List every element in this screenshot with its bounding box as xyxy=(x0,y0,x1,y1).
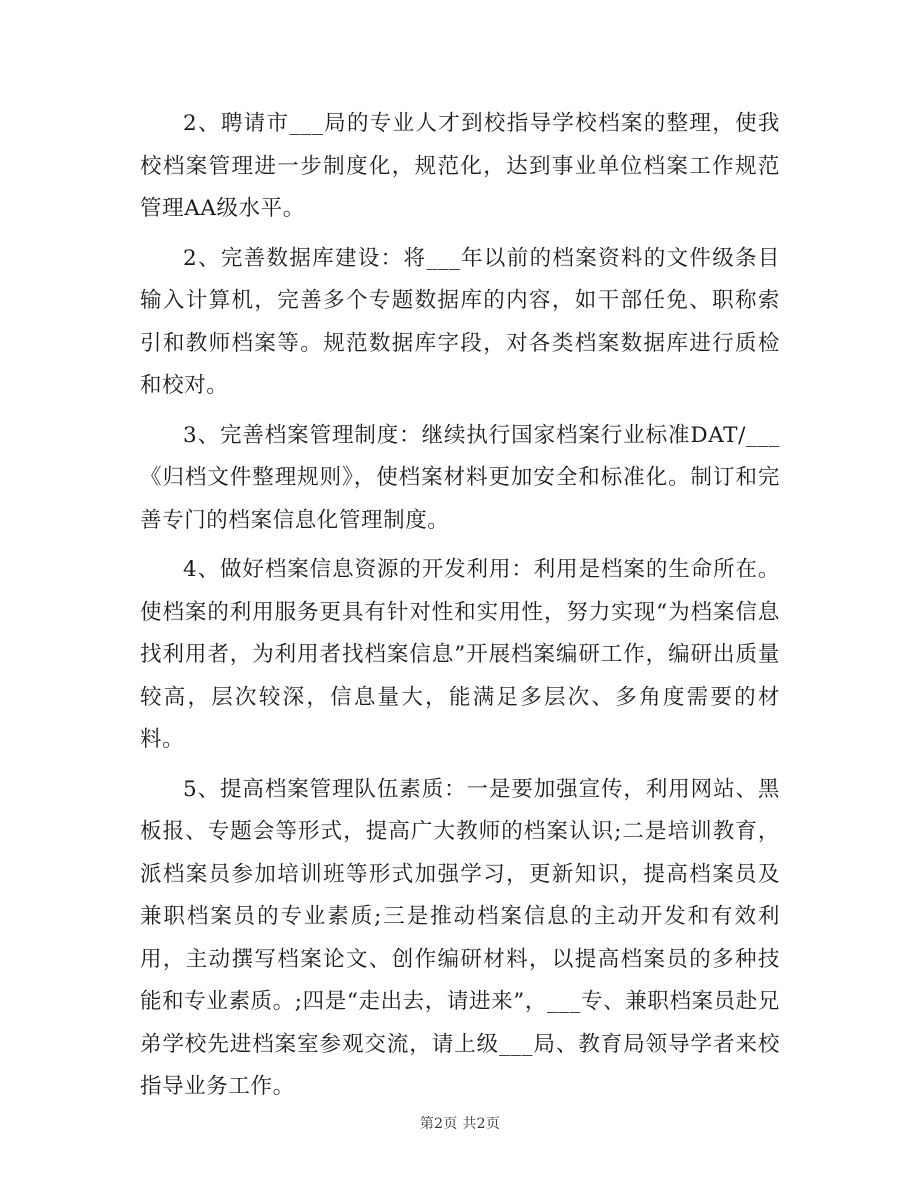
document-body xyxy=(140,103,780,1116)
page-number-footer: 第2页 共2页 xyxy=(419,1116,501,1132)
paragraph-item-5: 5、提高档案管理队伍素质：一是要加强宣传，利用网站、黑板报、专题会等形式，提高广大教师的档案认识;二是培训教育，派档案员参加培训班等形式加强学习，更新知识，提高档案员及兼职档案员的专业素质;三是推动档案信息的主动开发和有效利用，主动撰写档案论文、创作编研材料，以提高档案员的多种技能和专业素质。;四是“走出去，请进来”，___专、兼职档案员赴兄弟学校先进档案室参观交流，请上级___局、教育局领导学者来校指导业务工作。 xyxy=(140,776,780,1099)
paragraph-item-1: 2、聘请市___局的专业人才到校指导学校档案的整理，使我校档案管理进一步制度化，规范化，达到事业单位档案工作规范管理AA级水平。 xyxy=(140,111,780,221)
paragraph-item-2: 2、完善数据库建设：将___年以前的档案资料的文件级条目输入计算机，完善多个专题数据库的内容，如干部任免、职称索引和教师档案等。规范数据库字段，对各类档案数据库进行质检和校对。 xyxy=(140,245,780,398)
paragraph-item-4: 4、做好档案信息资源的开发利用：利用是档案的生命所在。使档案的利用服务更具有针对性和实用性，努力实现“为档案信息找利用者，为利用者找档案信息”开展档案编研工作，编研出质量较高，层次较深，信息量大，能满足多层次、多角度需要的材料。 xyxy=(140,557,780,752)
paragraph-item-3: 3、完善档案管理制度：继续执行国家档案行业标准DAT/___《归档文件整理规则》，使档案材料更加安全和标准化。制订和完善专门的档案信息化管理制度。 xyxy=(140,422,780,533)
